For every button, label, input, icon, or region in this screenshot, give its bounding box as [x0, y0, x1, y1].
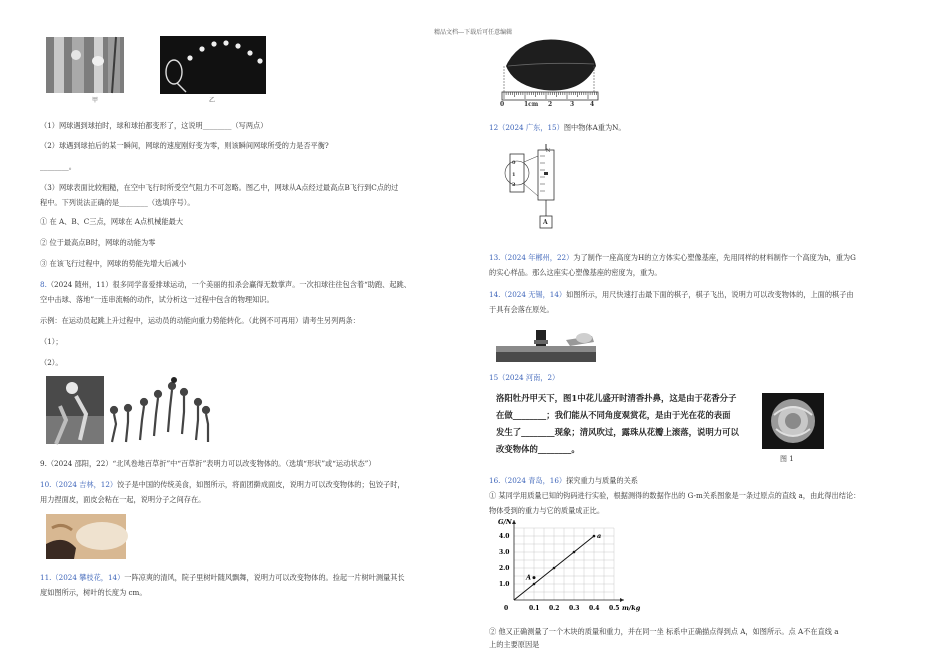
q10-jilin-line1	[40, 480, 405, 490]
ruler-label-3: 3	[570, 101, 575, 108]
q12-line	[489, 123, 626, 133]
q16-part2-line2: 上的主要原因是	[489, 640, 540, 649]
q15-line2: 在做________；我们能从不同角度观赏花，是由于光在花的表面	[496, 410, 731, 420]
spring-label-A: A	[543, 219, 548, 226]
ruler-label-1cm: 1cm	[524, 101, 539, 108]
option-2: ② 位于最高点B时，网球的动能为零	[40, 238, 156, 247]
q8-answer-1: （1）；	[40, 337, 63, 346]
q16-line-title	[489, 476, 638, 486]
option-3: ③ 在该飞行过程中，网球的势能先增大后减小	[40, 259, 187, 268]
x-axis-label: m/kg	[622, 604, 641, 612]
q10-part2: （2）球遇到球拍后的某一瞬间，网球的速度刚好变为零，则该瞬间网球所受的力是否平衡?	[40, 141, 329, 150]
x-tick-label: 0.3	[569, 605, 580, 612]
x-tick-label: 0.2	[549, 605, 560, 612]
y-axis-arrow	[512, 520, 516, 524]
point-A-label: A	[526, 573, 532, 582]
q11-number: 11.（2024 攀枝花，14）	[40, 573, 125, 582]
spring-label-0: 0	[512, 160, 516, 166]
volleyball-photo	[46, 376, 104, 444]
q10-jilin-number: 10.（2024 吉林，12）	[40, 480, 118, 489]
x-axis-arrow	[620, 598, 624, 602]
q15-line1: 洛阳牡丹甲天下，图1中花儿盛开时清香扑鼻，这是由于花香分子	[496, 393, 737, 403]
leaf-ruler-figure	[500, 32, 600, 110]
chart-axes	[498, 518, 641, 612]
fig1-caption: 图 1	[780, 455, 794, 463]
q11-line1	[40, 573, 405, 583]
q13-number: 13.（2024 年郴州，22）	[489, 253, 574, 262]
q16-part2-line1: ② 他又正确测量了一个木块的质量和重力，并在同一坐 标系中正确描点得到点 A，如图所示。点 A不在直线 a	[489, 627, 839, 636]
q12-number: 12（2024 广东，15）	[489, 123, 564, 132]
x-tick-label: 0.5	[609, 605, 620, 612]
q10-part3-line1: （3）网球表面比较粗糙，在空中飞行时所受空气阻力不可忽略。图乙中，网球从A点经过最高点B飞行到C点的过	[40, 183, 399, 192]
tennis-photo-jia	[46, 37, 124, 93]
series-point	[553, 567, 556, 570]
chart-series	[514, 532, 601, 600]
dumpling-photo	[46, 514, 126, 559]
q11-text: 一阵凉爽的清风，院子里树叶随风飘舞，说明力可以改变物体的。捡起一片树叶测量其长	[124, 573, 405, 582]
q16-number: 16.（2024 青岛，16）	[489, 476, 567, 485]
q16-part1-line2: 物体受到的重力与它的质量成正比。	[489, 506, 605, 515]
q13-line2: 的实心样品。那么这座实心塑像基座的密度为，重为。	[489, 268, 662, 277]
ruler-label-0: 0	[500, 101, 505, 108]
chess-stack-photo	[496, 326, 596, 362]
y-tick-label: 4.0	[499, 533, 510, 540]
y-tick-label: 2.0	[499, 565, 510, 572]
y-tick-label: 1.0	[499, 581, 510, 588]
page-header: 精品文档---下载后可任意编辑	[434, 29, 513, 36]
q14-line1	[489, 290, 854, 300]
peony-flower-photo	[762, 393, 824, 449]
q12-text: 图中物体A重为N。	[563, 123, 626, 132]
g-m-chart	[492, 518, 641, 614]
q8-line2: 空中击球、落地”一连串流畅的动作，试分析这一过程中包含的物理知识。	[40, 295, 274, 304]
q10-part2-blank: ________。	[40, 162, 76, 171]
x-tick-label: 0	[504, 605, 509, 612]
point-A	[533, 576, 536, 579]
ruler-label-4: 4	[590, 101, 595, 108]
q15-number: 15（2024 河南，2）	[489, 373, 560, 382]
spring-scale-figure	[500, 144, 570, 234]
x-tick-label: 0.4	[589, 605, 600, 612]
caption-jia: 甲	[92, 97, 99, 104]
q10-jilin-text: 饺子是中国的传统美食，如图所示，将面团擀成面皮，说明力可以改变物体的；包饺子时，	[117, 480, 405, 489]
caption-yi: 乙	[209, 97, 216, 104]
q14-text: 如图所示，用尺快速打击最下面的棋子，棋子飞出，说明力可以改变物体的，上面的棋子由	[566, 290, 854, 299]
q10-jilin-line2: 用力捏面皮，面皮会粘在一起，说明分子之间存在。	[40, 495, 206, 504]
q13-text: 为了制作一座高度为H的立方体实心塑像基座，先用同样的材料制作一个高度为h，重为G	[573, 253, 856, 262]
series-point	[533, 583, 536, 586]
spring-label-N: N	[546, 148, 551, 154]
q15-line4: 改变物体的________。	[496, 444, 580, 454]
q9-text: 9.（2024 邵阳，22）“北风卷地百草折”中“百草折”表明力可以改变物体的。（选填“形状”或“运动状态”）	[40, 459, 376, 468]
q15-line3: 发生了________现象；清风吹过，露珠从花瓣上滚落，说明力可以	[496, 427, 739, 437]
series-label: a	[597, 532, 602, 540]
y-tick-label: 3.0	[499, 549, 510, 556]
q10-part1: （1）网球遇到球拍时，球和球拍都变形了，这说明________（写两点）	[40, 121, 268, 130]
q8-line1	[40, 280, 411, 290]
q10-part3-line2: 程中。下列说法正确的是________（选填序号）。	[40, 198, 195, 207]
q8-number: 8.	[40, 280, 47, 289]
q14-line2: 于具有会落在原处。	[489, 305, 554, 314]
tennis-photo-yi	[160, 36, 266, 94]
option-1: ① 在 A、B、C三点，网球在 A点机械能最大	[40, 217, 184, 226]
y-axis-label: G/N	[498, 518, 512, 526]
q13-line1	[489, 253, 856, 263]
x-tick-label: 0.1	[529, 605, 540, 612]
spring-label-1: 1	[512, 172, 516, 178]
series-point	[573, 551, 576, 554]
q16-title: 探究重力与质量的关系	[566, 476, 638, 485]
q8-text-line1: （2024 随州，11）很多同学喜爱排球运动，一个美丽的扣杀会赢得无数掌声。一次扣球往往包含着“助跑、起跳、	[46, 280, 411, 289]
q14-number: 14.（2024 无锡，14）	[489, 290, 567, 299]
q8-example: 示例：在运动员起跳上升过程中，运动员的动能向重力势能转化。（此例不可再用）请考生另列两条：	[40, 316, 360, 325]
q16-part1-line1: ① 某同学用质量已知的钩码进行实验，根据测得的数据作出的 G-m关系图象是一条过原点的直线 a，由此得出结论：	[489, 491, 861, 500]
ruler-label-2: 2	[548, 101, 553, 108]
volleyball-sequence-figure	[104, 376, 212, 444]
q8-answer-2: （2）。	[40, 358, 63, 367]
q11-line2: 度如图所示，树叶的长度为 cm。	[40, 588, 147, 597]
spring-label-2: 2	[512, 182, 516, 188]
series-point	[593, 535, 596, 538]
